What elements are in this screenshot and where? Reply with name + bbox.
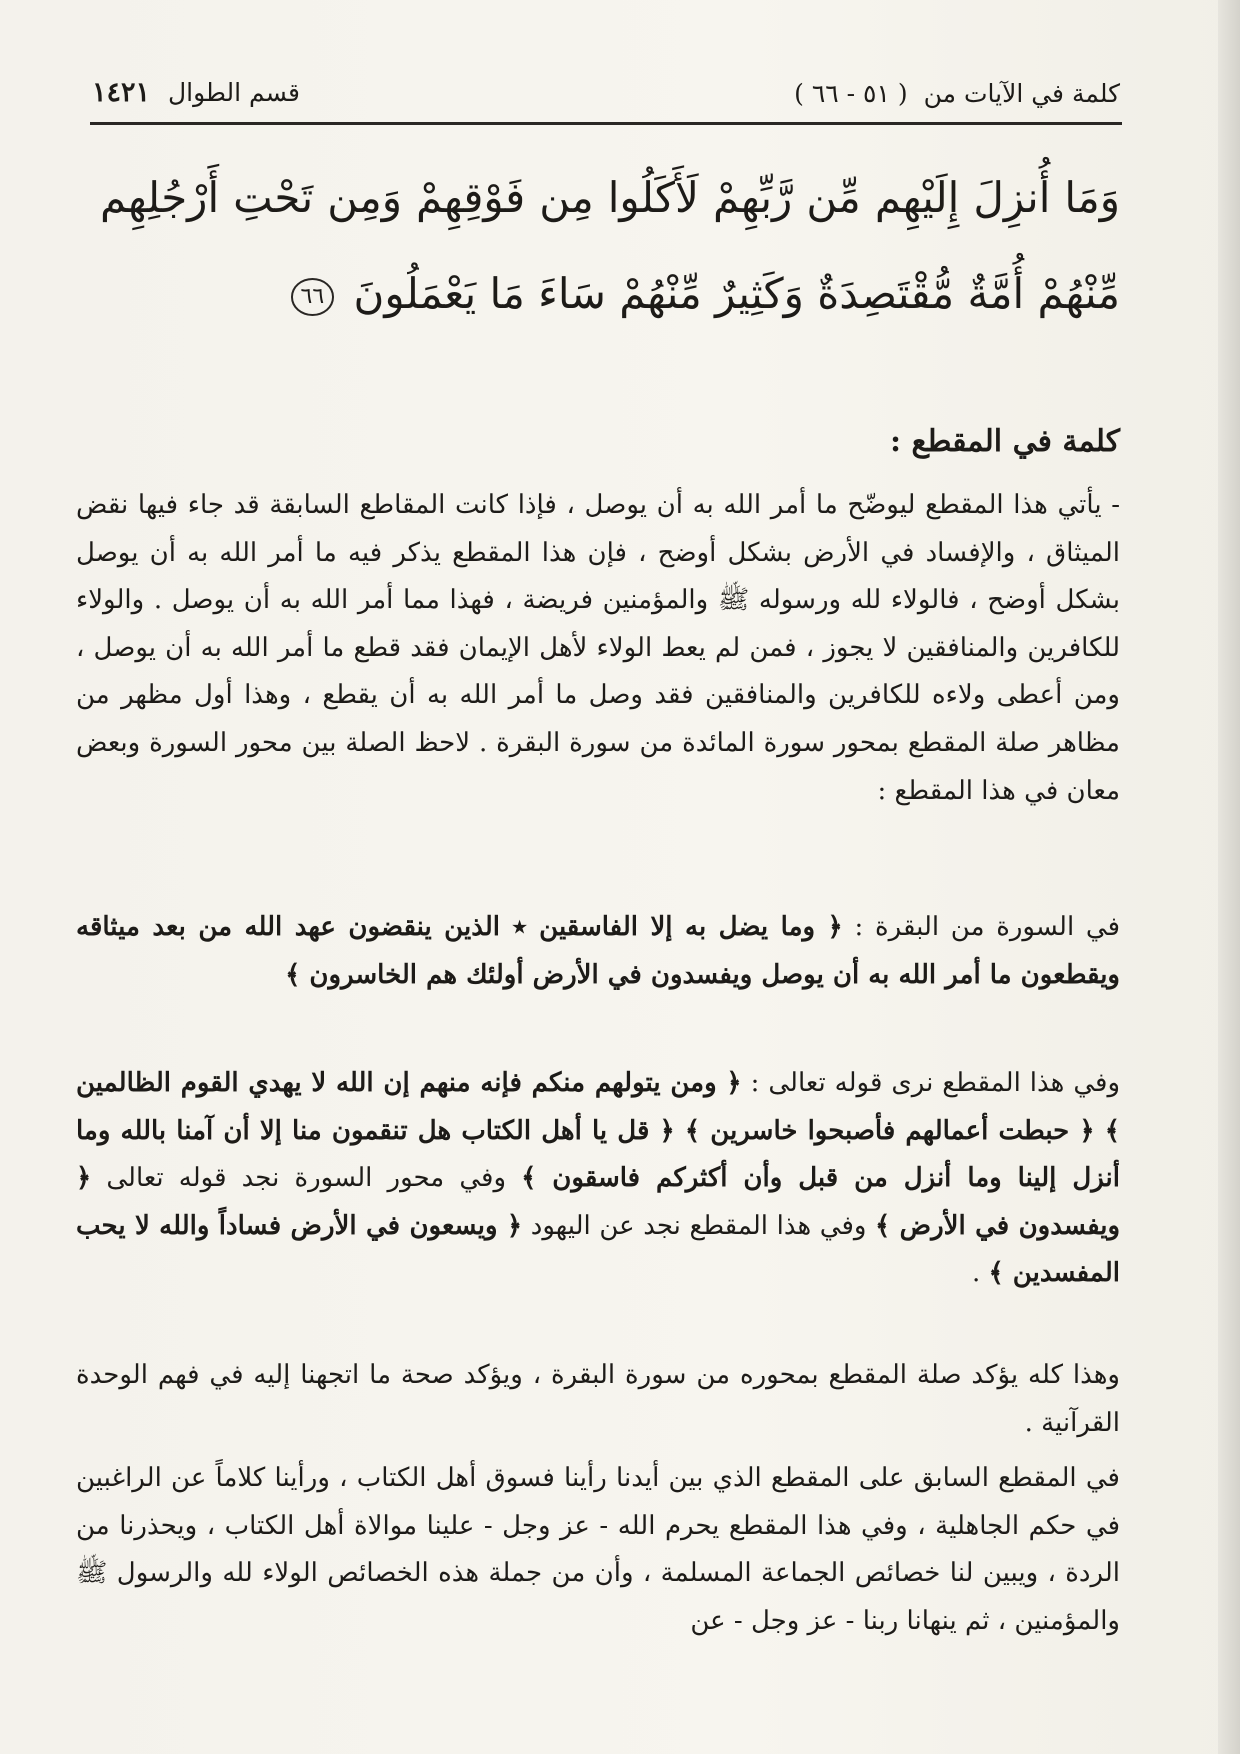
paragraph-3-lead: وفي هذا المقطع نرى قوله تعالى :	[750, 1068, 1121, 1098]
paragraph-3-text-1: وفي محور السورة نجد قوله تعالى	[106, 1163, 506, 1194]
paragraph-1: - يأتي هذا المقطع ليوضّح ما أمر الله به أن يوصل ، فإذا كانت المقاطع السابقة قد جاء فيها نقض الميثاق ، والإفساد في الأرض بشكل أوضح ، فإن هذا المقطع يذكر فيه ما أمر الله به أن يوصل بشكل أوضح ، فالولاء لله ورسوله ﷺ والمؤمنين فريضة ، فهذا مما أمر الله به أن يوصل . والولاء للكافرين والمنافقين لا يجوز ، فمن لم يعط الولاء لأهل الإيمان فقد قطع ما أمر الله به أن يوصل ، ومن أعطى ولاءه للكافرين والمنافقين فقد وصل ما أمر الله به أن يقطع ، وهذا أول مظهر من مظاهر صلة المقطع بمحور سورة المائدة من سورة البقرة . لاحظ الصلة بين محور السورة وبعض معان في هذا المقطع :	[76, 490, 1120, 806]
header-section-info	[92, 78, 300, 108]
paragraph-3-end: .	[971, 1258, 981, 1289]
paragraph-3-text-2: وفي هذا المقطع نجد عن اليهود	[530, 1210, 867, 1241]
running-header	[92, 78, 1120, 108]
paragraph-3	[76, 1060, 1120, 1298]
paragraph-5: في المقطع السابق على المقطع الذي بين أيدنا رأينا فسوق أهل الكتاب ، ورأينا كلاماً عن الراغبين في حكم الجاهلية ، وفي هذا المقطع يحرم الله - عز وجل - علينا موالاة أهل الكتاب ، ويحذرنا من الردة ، ويبين لنا خصائص الجماعة المسلمة ، وأن من جملة هذه الخصائص الولاء لله والرسول ﷺ والمؤمنين ، ثم ينهانا ربنا - عز وجل - عن	[76, 1463, 1120, 1636]
quran-verse-block	[100, 150, 1120, 342]
section-title: كلمة في المقطع :	[890, 424, 1120, 459]
paragraph-2-lead: في السورة من البقرة :	[854, 912, 1120, 942]
header-title: كلمة في الآيات من	[923, 79, 1120, 109]
paragraph-4: وهذا كله يؤكد صلة المقطع بمحوره من سورة البقرة ، ويؤكد صحة ما اتجهنا إليه في فهم الوحدة القرآنية .	[76, 1360, 1120, 1438]
page-edge-shadow	[1218, 0, 1240, 1754]
paragraph-3-quote-1: ﴿ ومن يتولهم منكم فإنه منهم إن الله لا يهدي القوم الظالمين ﴾ ﴿ حبطت أعمالهم فأصبحوا خاسرين ﴾ ﴿ قل يا أهل الكتاب هل تنقمون منا إلا أن آمنا بالله وما أنزل إلينا وما أنزل من قبل وأن أكثركم فاسقون ﴾	[76, 1068, 1121, 1194]
header-chapter-info	[794, 80, 1120, 108]
page-number: ١٤٢١	[92, 77, 151, 108]
quran-verse-text: وَمَا أُنزِلَ إِلَيْهِم مِّن رَّبِّهِمْ لَأَكَلُوا مِن فَوْقِهِمْ وَمِن تَحْتِ أَرْجُلِهِم مِّنْهُمْ أُمَّةٌ مُّقْتَصِدَةٌ وَكَثِيرٌ مِّنْهُمْ سَاءَ مَا يَعْمَلُونَ	[100, 173, 1120, 318]
header-section: قسم الطوال	[168, 78, 300, 107]
paragraph-3-quote-2: ﴿ ويفسدون في الأرض ﴾	[76, 1163, 1121, 1241]
header-verse-range: ( ٥١ - ٦٦ )	[794, 79, 908, 109]
ayah-number-mark: ٦٦	[291, 278, 335, 316]
header-rule	[90, 122, 1122, 125]
paragraph-3-quote-3: ﴿ ويسعون في الأرض فساداً والله لا يحب المفسدين ﴾	[76, 1210, 1120, 1289]
paragraph-2-quote: ﴿ وما يضل به إلا الفاسقين ٭ الذين ينقضون عهد الله من بعد ميثاقه ويقطعون ما أمر الله به أن يوصل ويفسدون في الأرض أولئك هم الخاسرون ﴾	[76, 912, 1120, 990]
paragraph-2	[76, 904, 1120, 999]
